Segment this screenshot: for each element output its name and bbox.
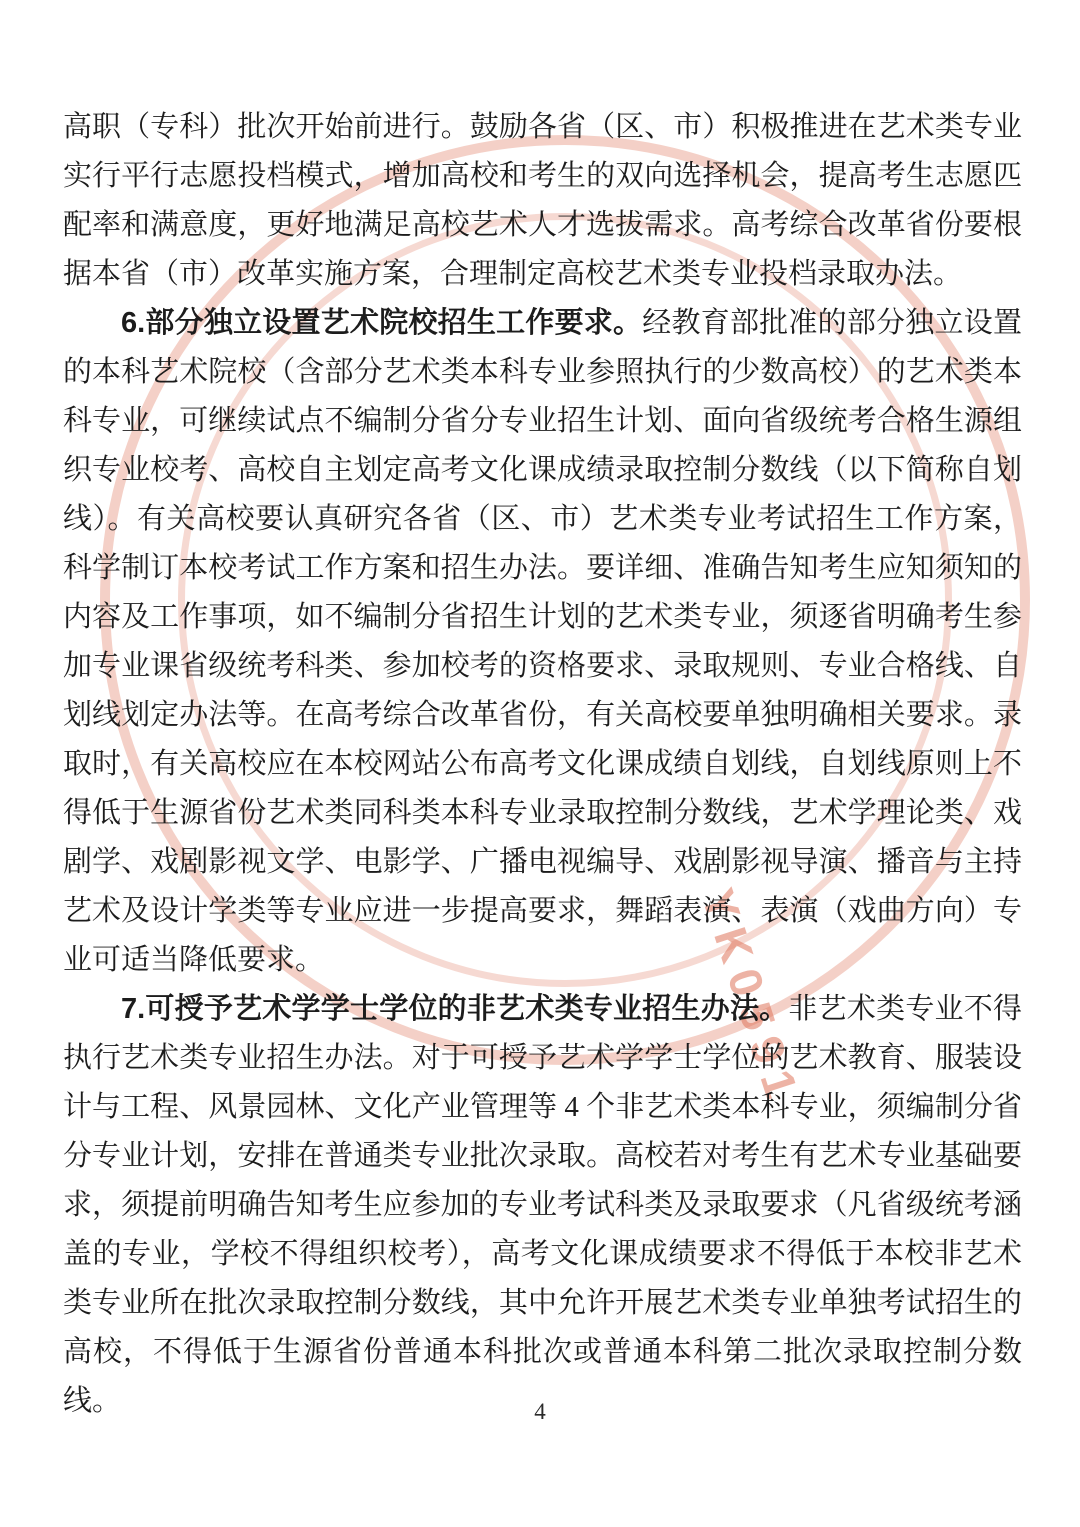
paragraph-heading-run: 7.可授予艺术学学士学位的非艺术类专业招生办法。 — [121, 993, 789, 1025]
paragraph-text-run: 非艺术类专业不得执行艺术类专业招生办法。对于可授予艺术学学士学位的艺术教育、服装设计与工程、风景园林、文化产业管理等 4 个非艺术类本科专业，须编制分省分专业计划，安排在普通类专业批次录取。高校若对考生有艺术专业基础要求，须提前明确告知考生应参加的专业考试科类及录取要求（凡省级统考涵盖的专业，学校不得组织校考），高考文化课成绩要求不得低于本校非艺术类专业所在批次录取控制分数线，其中允许开展艺术类专业单独考试招生的高校，不得低于生源省份普通本科批次或普通本科第二批次录取控制分数线。 — [63, 993, 1022, 1417]
paragraph-text-run: 高职（专科）批次开始前进行。鼓励各省（区、市）积极推进在艺术类专业实行平行志愿投档模式，增加高校和考生的双向选择机会，提高考生志愿匹配率和满意度，更好地满足高校艺术人才选拔需求。高考综合改革省份要根据本省（市）改革实施方案，合理制定高校艺术类专业投档录取办法。 — [63, 111, 1022, 290]
document-body — [63, 103, 1022, 1426]
paragraph-heading-run: 6.部分独立设置艺术院校招生工作要求。 — [121, 307, 643, 339]
watermark-code-text: YK0591 — [691, 882, 811, 1114]
page-number: 4 — [534, 1399, 546, 1424]
paragraph-text-run: 经教育部批准的部分独立设置的本科艺术院校（含部分艺术类本科专业参照执行的少数高校）的艺术类本科专业，可继续试点不编制分省分专业招生计划、面向省级统考合格生源组织专业校考、高校自主划定高考文化课成绩录取控制分数线（以下简称自划线）。有关高校要认真研究各省（区、市）艺术类专业考试招生工作方案，科学制订本校考试工作方案和招生办法。要详细、准确告知考生应知须知的内容及工作事项，如不编制分省招生计划的艺术类专业，须逐省明确考生参加专业课省级统考科类、参加校考的资格要求、录取规则、专业合格线、自划线划定办法等。在高考综合改革省份，有关高校要单独明确相关要求。录取时，有关高校应在本校网站公布高考文化课成绩自划线，自划线原则上不得低于生源省份艺术类同科类本科专业录取控制分数线，艺术学理论类、戏剧学、戏剧影视文学、电影学、广播电视编导、戏剧影视导演、播音与主持艺术及设计学类等专业应进一步提高要求，舞蹈表演、表演（戏曲方向）专业可适当降低要求。 — [63, 307, 1022, 976]
paragraph — [63, 299, 1022, 985]
paragraph — [63, 103, 1022, 299]
paragraph — [63, 985, 1022, 1426]
